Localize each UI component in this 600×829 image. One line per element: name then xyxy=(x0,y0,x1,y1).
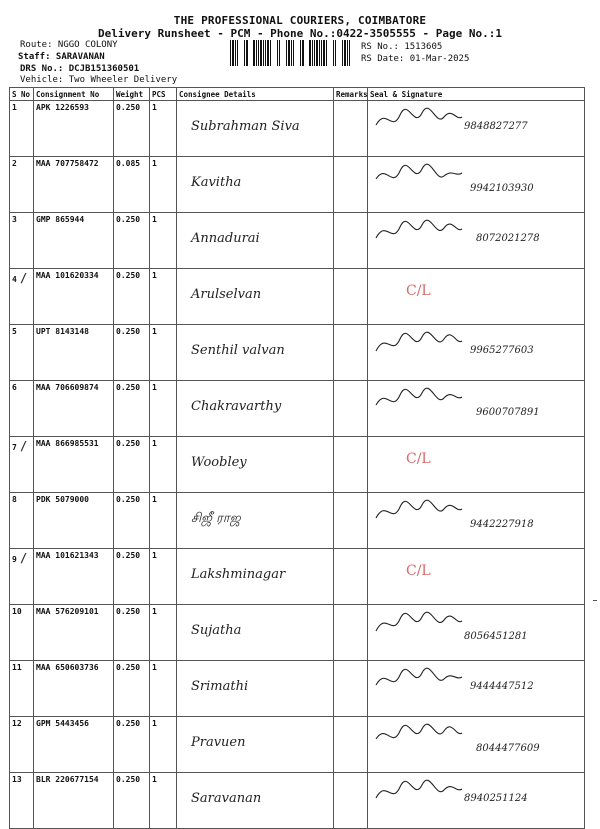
sno-cell: 5 xyxy=(10,325,34,381)
signature-cell xyxy=(368,269,585,325)
consignee-cell xyxy=(177,773,334,829)
signature-cell xyxy=(368,325,585,381)
consignment-cell: MAA 576209101 xyxy=(34,605,114,661)
signature-scribble xyxy=(374,161,464,191)
col-sno-header: S No xyxy=(10,88,34,101)
table-row xyxy=(10,325,585,381)
consignee-cell xyxy=(177,101,334,157)
signature-scribble xyxy=(374,385,464,415)
remarks-cell xyxy=(334,549,368,605)
consignee-cell xyxy=(177,717,334,773)
consignment-cell: MAA 866985531 xyxy=(34,437,114,493)
signature-scribble xyxy=(374,777,464,807)
rs-date: RS Date: 01-Mar-2025 xyxy=(361,54,470,64)
cl-mark: C/L xyxy=(406,451,431,467)
consignee-cell xyxy=(177,269,334,325)
table-row xyxy=(10,605,585,661)
runsheet-subtitle: Delivery Runsheet - PCM - Phone No.:0422-3505555 - Page No.:1 xyxy=(98,27,502,40)
signature-scribble xyxy=(374,665,464,695)
weight-cell: 0.250 xyxy=(114,773,150,829)
consignee-cell xyxy=(177,661,334,717)
pcs-cell: 1 xyxy=(150,661,177,717)
sno-cell: 3 xyxy=(10,213,34,269)
consignee-cell xyxy=(177,493,334,549)
runsheet-table xyxy=(9,87,585,829)
consignee-cell xyxy=(177,213,334,269)
table-row xyxy=(10,101,585,157)
pcs-cell: 1 xyxy=(150,157,177,213)
consignee-cell xyxy=(177,325,334,381)
weight-cell: 0.250 xyxy=(114,213,150,269)
signature-phone: 9942103930 xyxy=(470,183,534,194)
weight-cell: 0.250 xyxy=(114,101,150,157)
consignment-cell: MAA 706609874 xyxy=(34,381,114,437)
sno-cell: 9 / xyxy=(10,549,34,605)
consignee-name: Arulselvan xyxy=(191,287,262,302)
consignee-name: Sujatha xyxy=(191,623,242,638)
weight-cell: 0.250 xyxy=(114,325,150,381)
consignee-name: Srimathi xyxy=(191,679,249,694)
vehicle-label: Vehicle: Two Wheeler Delivery xyxy=(20,75,178,85)
remarks-cell xyxy=(334,493,368,549)
barcode-image xyxy=(230,40,355,66)
consignment-cell: MAA 101621343 xyxy=(34,549,114,605)
pcs-cell: 1 xyxy=(150,213,177,269)
signature-cell xyxy=(368,381,585,437)
consignee-name: Saravanan xyxy=(191,791,262,806)
cl-mark: C/L xyxy=(406,283,431,299)
table-row xyxy=(10,213,585,269)
consignment-cell: MAA 650603736 xyxy=(34,661,114,717)
consignee-name: Woobley xyxy=(191,455,247,470)
signature-scribble xyxy=(374,497,464,527)
col-seal-header: Seal & Signature xyxy=(368,88,585,101)
pcs-cell: 1 xyxy=(150,717,177,773)
pcs-cell: 1 xyxy=(150,269,177,325)
sno-cell: 12 xyxy=(10,717,34,773)
table-row xyxy=(10,437,585,493)
table-row xyxy=(10,157,585,213)
consignment-cell: UPT 8143148 xyxy=(34,325,114,381)
weight-cell: 0.250 xyxy=(114,381,150,437)
table-row xyxy=(10,269,585,325)
edge-mark xyxy=(593,600,597,601)
consignee-name: Lakshminagar xyxy=(191,567,286,582)
weight-cell: 0.250 xyxy=(114,661,150,717)
remarks-cell xyxy=(334,605,368,661)
remarks-cell xyxy=(334,717,368,773)
pcs-cell: 1 xyxy=(150,101,177,157)
tick-mark: / xyxy=(19,551,28,565)
signature-cell xyxy=(368,157,585,213)
signature-cell xyxy=(368,661,585,717)
col-remarks-header: Remarks xyxy=(334,88,368,101)
drs-number: DRS No.: DCJB151360501 xyxy=(20,64,140,74)
consignment-cell: PDK 5079000 xyxy=(34,493,114,549)
table-row xyxy=(10,717,585,773)
signature-phone: 9600707891 xyxy=(476,407,540,418)
col-weight-header: Weight xyxy=(114,88,150,101)
signature-phone: 8044477609 xyxy=(476,743,540,754)
weight-cell: 0.250 xyxy=(114,493,150,549)
rs-number: RS No.: 1513605 xyxy=(361,42,443,52)
weight-cell: 0.250 xyxy=(114,437,150,493)
consignment-cell: GPM 5443456 xyxy=(34,717,114,773)
weight-cell: 0.250 xyxy=(114,717,150,773)
consignee-name: Annadurai xyxy=(191,231,260,246)
table-row xyxy=(10,661,585,717)
signature-phone: 9848827277 xyxy=(464,121,528,132)
col-consignment-header: Consignment No xyxy=(34,88,114,101)
pcs-cell: 1 xyxy=(150,325,177,381)
consignment-cell: MAA 101620334 xyxy=(34,269,114,325)
consignee-name: Senthil valvan xyxy=(191,343,285,358)
consignee-name: Subrahman Siva xyxy=(191,119,300,134)
weight-cell: 0.250 xyxy=(114,549,150,605)
consignment-cell: BLR 220677154 xyxy=(34,773,114,829)
consignee-cell xyxy=(177,605,334,661)
consignee-name: Kavitha xyxy=(191,175,242,190)
remarks-cell xyxy=(334,101,368,157)
route-label: Route: NGGO COLONY xyxy=(20,40,118,50)
consignee-cell xyxy=(177,381,334,437)
col-pcs-header: PCS xyxy=(150,88,177,101)
pcs-cell: 1 xyxy=(150,493,177,549)
signature-phone: 8072021278 xyxy=(476,233,540,244)
remarks-cell xyxy=(334,325,368,381)
consignee-name: Pravuen xyxy=(191,735,246,750)
signature-scribble xyxy=(374,721,464,751)
signature-scribble xyxy=(374,105,464,135)
pcs-cell: 1 xyxy=(150,437,177,493)
consignment-cell: MAA 707758472 xyxy=(34,157,114,213)
remarks-cell xyxy=(334,157,368,213)
sno-cell: 13 xyxy=(10,773,34,829)
sno-cell: 4 / xyxy=(10,269,34,325)
signature-cell xyxy=(368,549,585,605)
signature-cell xyxy=(368,437,585,493)
table-row xyxy=(10,773,585,829)
signature-cell xyxy=(368,717,585,773)
sno-cell: 8 xyxy=(10,493,34,549)
tick-mark: / xyxy=(19,271,28,285)
table-row xyxy=(10,493,585,549)
pcs-cell: 1 xyxy=(150,605,177,661)
table-header-row xyxy=(10,88,585,101)
cl-mark: C/L xyxy=(406,563,431,579)
consignee-cell xyxy=(177,549,334,605)
signature-phone: 8940251124 xyxy=(464,793,528,804)
pcs-cell: 1 xyxy=(150,381,177,437)
signature-phone: 8056451281 xyxy=(464,631,528,642)
remarks-cell xyxy=(334,773,368,829)
consignment-cell: GMP 865944 xyxy=(34,213,114,269)
consignee-cell xyxy=(177,157,334,213)
weight-cell: 0.250 xyxy=(114,269,150,325)
sno-cell: 1 xyxy=(10,101,34,157)
signature-scribble xyxy=(374,609,464,639)
signature-cell xyxy=(368,213,585,269)
runsheet-title: THE PROFESSIONAL COURIERS, COIMBATORE xyxy=(173,14,427,27)
sno-cell: 10 xyxy=(10,605,34,661)
pcs-cell: 1 xyxy=(150,773,177,829)
consignment-cell: APK 1226593 xyxy=(34,101,114,157)
remarks-cell xyxy=(334,437,368,493)
weight-cell: 0.085 xyxy=(114,157,150,213)
consignee-name: சிஜீ ராஜ xyxy=(191,511,241,526)
consignee-name: Chakravarthy xyxy=(191,399,282,414)
sno-cell: 6 xyxy=(10,381,34,437)
signature-phone: 9444447512 xyxy=(470,681,534,692)
signature-cell xyxy=(368,773,585,829)
pcs-cell: 1 xyxy=(150,549,177,605)
sno-cell: 2 xyxy=(10,157,34,213)
table-row xyxy=(10,549,585,605)
sno-cell: 11 xyxy=(10,661,34,717)
signature-scribble xyxy=(374,329,464,359)
signature-cell xyxy=(368,493,585,549)
signature-cell xyxy=(368,101,585,157)
col-consignee-header: Consignee Details xyxy=(177,88,334,101)
consignee-cell xyxy=(177,437,334,493)
signature-phone: 9442227918 xyxy=(470,519,534,530)
weight-cell: 0.250 xyxy=(114,605,150,661)
staff-label: Staff: SARAVANAN xyxy=(18,52,105,62)
remarks-cell xyxy=(334,381,368,437)
table-row xyxy=(10,381,585,437)
signature-phone: 9965277603 xyxy=(470,345,534,356)
sno-cell: 7 / xyxy=(10,437,34,493)
tick-mark: / xyxy=(19,439,28,453)
remarks-cell xyxy=(334,661,368,717)
remarks-cell xyxy=(334,269,368,325)
signature-cell xyxy=(368,605,585,661)
remarks-cell xyxy=(334,213,368,269)
signature-scribble xyxy=(374,217,464,247)
